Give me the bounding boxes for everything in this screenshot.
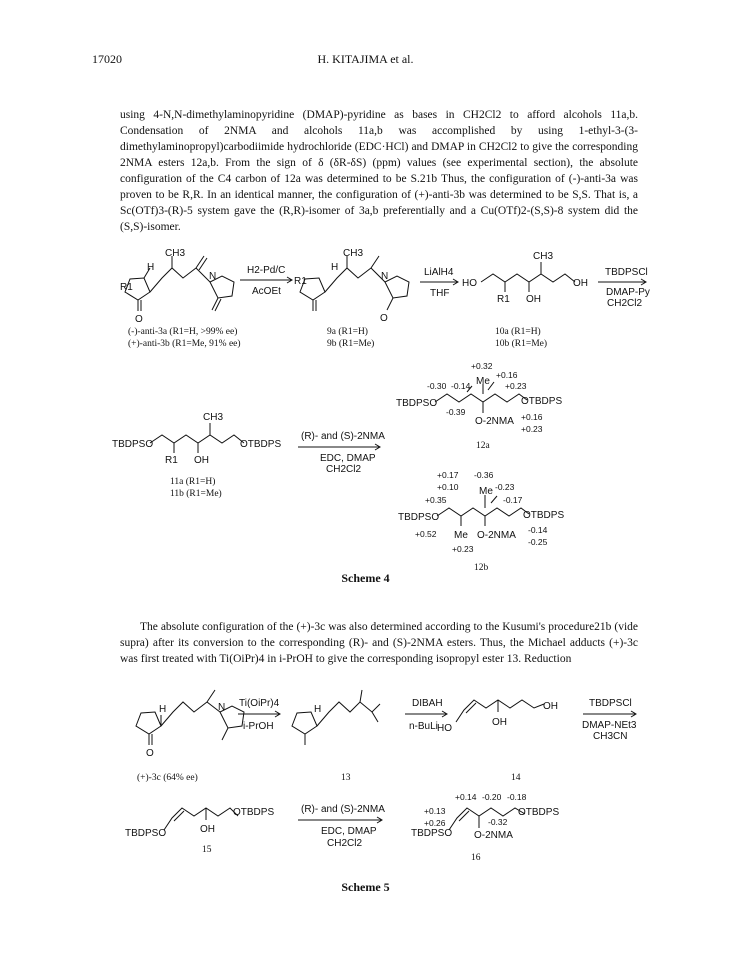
tbdpso-group: TBDPSO <box>398 512 440 523</box>
reagent-8-bottom-2: CH2Cl2 <box>327 838 363 849</box>
delta-value: +0.16 <box>521 412 543 422</box>
compound-10b-label: 10b (R1=Me) <box>495 339 548 349</box>
compound-3c-label: (+)-3c (64% ee) <box>137 773 198 783</box>
compound-14-label: 14 <box>511 773 521 783</box>
reagent-7-top: TBDPSCl <box>589 698 632 709</box>
delta-value: +0.23 <box>521 424 543 434</box>
otbdps-group: OTBDPS <box>523 510 565 521</box>
ch3-atom: CH3 <box>203 412 224 423</box>
reagent-3-bottom-1: DMAP-Py <box>606 287 650 298</box>
h-atom: H <box>159 704 167 715</box>
delta-value: -0.18 <box>507 792 527 802</box>
otbdps-group: OTBDPS <box>521 396 563 407</box>
r1-atom: R1 <box>165 455 178 466</box>
oh-atom: OH <box>543 701 558 712</box>
h-atom: H <box>314 704 322 715</box>
reagent-8-top: (R)- and (S)-2NMA <box>301 804 385 815</box>
compound-11b-label: 11b (R1=Me) <box>170 489 222 499</box>
reagent-3-bottom-2: CH2Cl2 <box>607 298 643 309</box>
reagent-5-top: Ti(OiPr)4 <box>239 698 280 709</box>
me-atom: Me <box>479 486 493 497</box>
r1-atom: R1 <box>294 276 307 287</box>
delta-value: +0.52 <box>415 529 437 539</box>
delta-value: +0.35 <box>425 495 447 505</box>
delta-value: -0.14 <box>451 381 471 391</box>
reagent-1-bottom: AcOEt <box>252 286 281 297</box>
me-atom: Me <box>454 530 468 541</box>
delta-value: +0.26 <box>424 818 446 828</box>
compound-10a-label: 10a (R1=H) <box>495 327 541 337</box>
reagent-5-bottom: i-PrOH <box>243 721 274 732</box>
compound-3a-label: (-)-anti-3a (R1=H, >99% ee) <box>128 327 238 337</box>
delta-value: -0.25 <box>528 537 548 547</box>
delta-value: +0.16 <box>496 370 518 380</box>
delta-value: +0.10 <box>437 482 459 492</box>
ch3-atom: CH3 <box>343 248 364 259</box>
reagent-2-top: LiAlH4 <box>424 267 454 278</box>
o-atom: O <box>135 314 143 325</box>
reagent-2-bottom: THF <box>430 288 450 299</box>
page-number: 17020 <box>92 52 122 66</box>
n-atom: N <box>381 271 389 282</box>
o2nma-group: O-2NMA <box>475 416 514 427</box>
oh-atom: OH <box>200 824 215 835</box>
compound-12a-label: 12a <box>476 441 490 451</box>
ho-atom: HO <box>462 278 477 289</box>
reagent-6-bottom: n-BuLi <box>409 721 438 732</box>
delta-value: +0.17 <box>437 470 459 480</box>
compound-11a-label: 11a (R1=H) <box>170 477 216 487</box>
ch3-atom: CH3 <box>165 248 186 259</box>
r1-atom: R1 <box>497 294 510 305</box>
tbdpso-group: TBDPSO <box>396 398 438 409</box>
body-paragraph-1: using 4-N,N-dimethylaminopyridine (DMAP)-pyridine as bases in CH2Cl2 to afford alcohols 11a,b. Condensation of 2NMA and alcohols 11a,b was accomplished by using 1-ethyl-3-(3-dimethylaminopropyl)carbodiimide hydrochloride (EDC·HCl) and DMAP in CH2Cl2 to give the corresponding 2NMA esters 12a,b. From the sign of δ (δR-δS) (ppm) values (see experimental section), the absolute configuration of the C4 carbon of 12a was determined to be S.21b Thus, the configuration of (-)-anti-3a was proven to be R,R. In an identical manner, the configuration of (+)-anti-3b was determined to be S,S. That is, a Sc(OTf)3-(R)-5 system gave the (R,R)-isomer of 3a,b preferentially and a Cu(OTf)2-(S,S)-8 system did the (S,S)-isomer. <box>120 109 638 233</box>
delta-value: +0.14 <box>455 792 477 802</box>
delta-value: -0.23 <box>495 482 515 492</box>
delta-value: +0.23 <box>452 544 474 554</box>
delta-value: -0.20 <box>482 792 502 802</box>
reagent-8-bottom-1: EDC, DMAP <box>321 826 377 837</box>
running-header: H. KITAJIMA et al. <box>317 52 414 66</box>
delta-value: +0.13 <box>424 806 446 816</box>
h-atom: H <box>147 262 155 273</box>
compound-12b-label: 12b <box>474 563 489 573</box>
compound-10-structure <box>481 262 575 292</box>
body-paragraph-2: The absolute configuration of the (+)-3c was also determined according to the Kusumi's procedure21b (vide supra) after its conversion to the corresponding (R)- and (S)-2NMA esters. Thus, the Michael adducts (+)-3c was first treated with Ti(OiPr)4 in i-PrOH to give the corresponding isopropyl ester 13. Reduction <box>120 621 638 665</box>
reagent-1-top: H2-Pd/C <box>247 265 286 276</box>
compound-9b-label: 9b (R1=Me) <box>327 339 375 349</box>
oh-atom: OH <box>492 717 507 728</box>
delta-value: -0.17 <box>503 495 523 505</box>
reagent-4-bottom-1: EDC, DMAP <box>320 453 376 464</box>
o2nma-group: O-2NMA <box>474 830 513 841</box>
scheme-4-caption: Scheme 4 <box>341 571 390 585</box>
n-atom: N <box>218 702 226 713</box>
compound-9a-label: 9a (R1=H) <box>327 327 368 337</box>
reagent-3-top: TBDPSCl <box>605 267 648 278</box>
o-atom: O <box>380 313 388 324</box>
compound-16-label: 16 <box>471 853 481 863</box>
delta-value: -0.14 <box>528 525 548 535</box>
tbdpso-group: TBDPSO <box>112 439 154 450</box>
reagent-7-bottom-1: DMAP-NEt3 <box>582 720 637 731</box>
o-atom: O <box>146 748 154 759</box>
delta-value: -0.39 <box>446 407 466 417</box>
delta-value: -0.30 <box>427 381 447 391</box>
delta-value: -0.36 <box>474 470 494 480</box>
oh-atom: OH <box>573 278 588 289</box>
n-atom: N <box>209 271 217 282</box>
scheme-5-caption: Scheme 5 <box>341 880 390 894</box>
reagent-4-top: (R)- and (S)-2NMA <box>301 431 385 442</box>
o2nma-group: O-2NMA <box>477 530 516 541</box>
tbdpso-group: TBDPSO <box>125 828 167 839</box>
reagent-7-bottom-2: CH3CN <box>593 731 628 742</box>
oh-atom: OH <box>526 294 541 305</box>
compound-13-structure <box>292 690 380 745</box>
delta-value: -0.32 <box>488 817 508 827</box>
delta-value: +0.32 <box>471 361 493 371</box>
reagent-4-bottom-2: CH2Cl2 <box>326 464 362 475</box>
ch3-atom: CH3 <box>533 251 554 262</box>
compound-3c-structure <box>136 690 244 745</box>
me-atom: Me <box>476 376 490 387</box>
otbdps-group: OTBDPS <box>233 807 275 818</box>
ho-atom: HO <box>437 723 452 734</box>
compound-15-label: 15 <box>202 845 212 855</box>
reagent-6-top: DIBAH <box>412 698 443 709</box>
compound-3-structure <box>125 256 234 311</box>
compound-9-structure <box>300 256 409 311</box>
otbdps-group: OTBDPS <box>518 807 560 818</box>
compound-13-label: 13 <box>341 773 351 783</box>
compound-11-structure <box>150 423 244 453</box>
delta-value: +0.23 <box>505 381 527 391</box>
h-atom: H <box>331 262 339 273</box>
compound-16-structure <box>449 808 525 830</box>
compound-3b-label: (+)-anti-3b (R1=Me, 91% ee) <box>128 339 241 349</box>
otbdps-group: OTBDPS <box>240 439 282 450</box>
tbdpso-group: TBDPSO <box>411 828 453 839</box>
oh-atom: OH <box>194 455 209 466</box>
r1-atom: R1 <box>120 282 133 293</box>
